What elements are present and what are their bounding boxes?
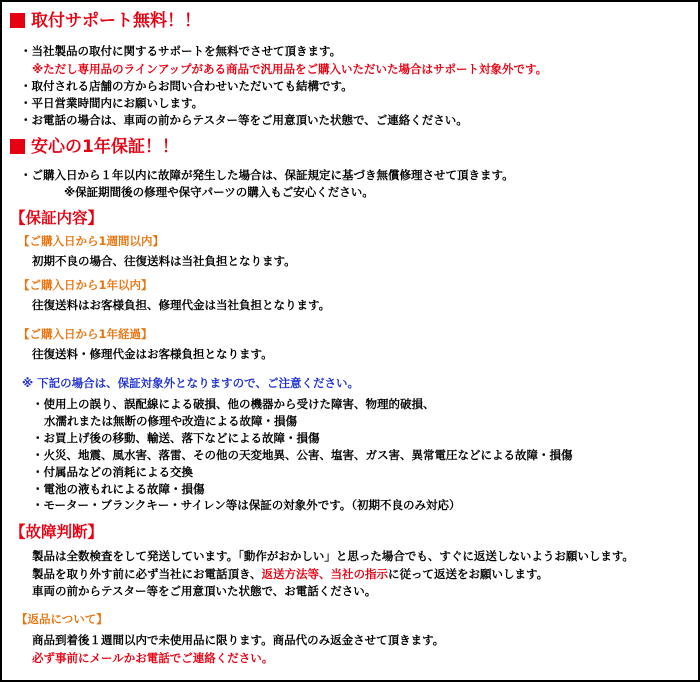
warranty-content-title: 【保証内容】 bbox=[10, 209, 104, 227]
warranty-heading bbox=[10, 136, 179, 158]
failure-title: 【故障判断】 bbox=[10, 523, 104, 541]
exclusion-item-1: ・使用上の誤り、誤配線による破損、他の機器から受けた障害、物理的破損、 bbox=[32, 397, 435, 411]
exclusion-item-4: ・付属品などの消耗による交換 bbox=[32, 465, 193, 479]
failure-line-1: 製品は全数検査をして発送しています。「動作がおかしい」と思った場合でも、すぐに返送しないようお願いします。 bbox=[32, 549, 634, 563]
returns-title: 【返品について】 bbox=[16, 612, 108, 626]
period-label-after-1year: 【ご購入日から1年経過】 bbox=[18, 327, 153, 341]
support-line-5: ・お電話の場合は、車両の前からテスター等をご用意頂いた状態で、ご連絡ください。 bbox=[20, 113, 468, 127]
warranty-line-2: ※保証期間後の修理や保守パーツの購入もご安心ください。 bbox=[64, 185, 374, 199]
returns-line-1: 商品到着後１週間以内で未使用品に限ります。商品代のみ返金させて頂きます。 bbox=[32, 633, 445, 647]
support-title: 取付サポート無料！！ bbox=[31, 11, 201, 31]
failure-line-2-c: に従って返送をお願いします。 bbox=[388, 567, 549, 581]
support-line-3: ・取付される店舗の方からお問い合わせいただいても結構です。 bbox=[20, 79, 353, 93]
support-heading bbox=[10, 10, 201, 32]
support-line-1: ・当社製品の取付に関するサポートを無料でさせて頂きます。 bbox=[20, 44, 342, 58]
period-label-1year: 【ご購入日から1年以内】 bbox=[18, 278, 153, 292]
warranty-title: 安心の1年保証！！ bbox=[31, 137, 179, 157]
exclusion-item-5: ・電池の液もれによる故障・損傷 bbox=[32, 482, 205, 496]
failure-line-2 bbox=[32, 566, 548, 582]
warranty-line-1: ・ご購入日から１年以内に故障が発生した場合は、保証規定に基づき無償修理させて頂きます。 bbox=[20, 168, 514, 182]
period-text-1year: 往復送料はお客様負担、修理代金は当社負担となります。 bbox=[32, 298, 331, 312]
red-square-icon bbox=[10, 139, 25, 154]
period-text-1week: 初期不良の場合、往復送料は当社負担となります。 bbox=[32, 254, 296, 268]
returns-line-2: 必ず事前にメールかお電話でご連絡ください。 bbox=[32, 651, 274, 665]
exclusion-item-6: ・モーター・ブランクキー・サイレン等は保証の対象外です。（初期不良のみ対応） bbox=[32, 498, 461, 512]
support-note: ※ただし専用品のラインアップがある商品で汎用品をご購入いただいた場合はサポート対象外です。 bbox=[32, 62, 548, 76]
exclusion-title: ※ 下記の場合は、保証対象外となりますので、ご注意ください。 bbox=[22, 376, 359, 390]
exclusion-item-2: ・お買上げ後の移動、輸送、落下などによる故障・損傷 bbox=[32, 431, 320, 445]
red-square-icon bbox=[10, 13, 25, 28]
period-text-after-1year: 往復送料・修理代金はお客様負担となります。 bbox=[32, 347, 273, 361]
failure-line-2-a: 製品を取り外す前に必ず当社にお電話頂き、 bbox=[32, 567, 262, 581]
failure-line-2-highlight: 返送方法等、当社の指示 bbox=[261, 567, 389, 581]
exclusion-item-1-cont: 水濡れまたは無断の修理や改造による故障・損傷 bbox=[44, 414, 297, 428]
exclusion-item-3: ・火災、地震、風水害、落雷、その他の天変地異、公害、塩害、ガス害、異常電圧などによる故障・損傷 bbox=[32, 448, 573, 462]
period-label-1week: 【ご購入日から1週間以内】 bbox=[18, 234, 165, 248]
support-line-4: ・平日営業時間内にお願いします。 bbox=[20, 96, 204, 110]
failure-line-3: 車両の前からテスター等をご用意頂いた状態で、お電話ください。 bbox=[32, 584, 377, 598]
